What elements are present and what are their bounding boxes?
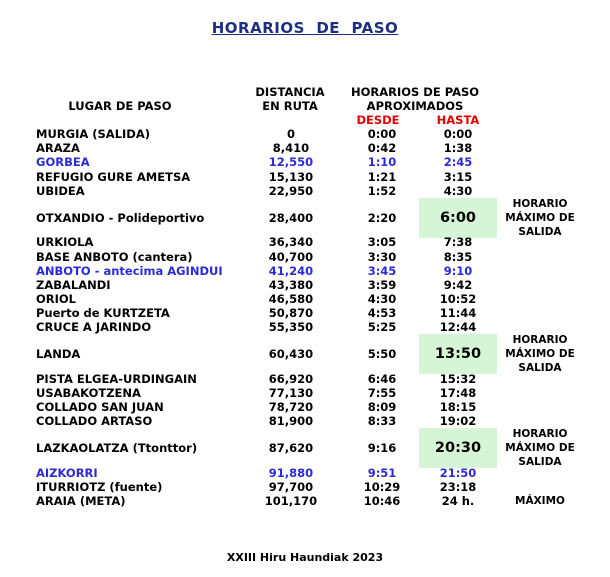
- distance-value: 0: [286, 127, 295, 141]
- from-time: 7:55: [367, 386, 397, 400]
- to-time: 4:30: [443, 184, 473, 198]
- from-time: 3:59: [367, 278, 397, 292]
- cutoff-note-lazkaolatza: [496, 427, 584, 469]
- to-time: 13:50: [434, 346, 482, 362]
- table-row: [0, 170, 610, 184]
- note-line: HORARIO: [512, 198, 568, 210]
- table-row: [0, 250, 610, 264]
- from-time: 0:00: [367, 127, 397, 141]
- from-time: 0:42: [367, 141, 397, 155]
- header-place: LUGAR DE PASO: [68, 99, 172, 113]
- distance-value: 81,900: [268, 414, 314, 428]
- distance-value: 97,700: [268, 480, 314, 494]
- to-time: 9:42: [443, 278, 473, 292]
- to-time: 8:35: [443, 250, 473, 264]
- place-name: OTXANDIO - Polideportivo: [36, 211, 205, 225]
- from-time: 3:45: [367, 264, 397, 278]
- to-time: 1:38: [443, 141, 473, 155]
- place-name: CRUCE A JARINDO: [36, 320, 152, 334]
- header-distance: [240, 85, 340, 113]
- distance-value: 36,340: [268, 235, 314, 249]
- from-time: 5:50: [367, 347, 397, 361]
- distance-value: 8,410: [272, 141, 310, 155]
- to-time: 18:15: [439, 400, 477, 414]
- place-name: BASE ANBOTO (cantera): [36, 250, 193, 264]
- table-row: [0, 278, 610, 292]
- to-time: 12:44: [439, 320, 477, 334]
- distance-value: 43,380: [268, 278, 314, 292]
- from-time: 2:20: [367, 211, 397, 225]
- place-name: COLLADO ARTASO: [36, 414, 153, 428]
- from-time: 9:16: [367, 441, 397, 455]
- place-name: LAZKAOLATZA (Ttonttor): [36, 441, 198, 455]
- table-row: [0, 480, 610, 494]
- distance-value: 28,400: [268, 211, 314, 225]
- to-time: 3:15: [443, 170, 473, 184]
- place-name: LANDA: [36, 347, 81, 361]
- to-time: 9:10: [443, 264, 473, 278]
- cutoff-note-otxandio: [496, 197, 584, 239]
- place-name: USABAKOTZENA: [36, 386, 141, 400]
- place-name: ORIOL: [36, 292, 77, 306]
- place-name: PISTA ELGEA-URDINGAIN: [36, 372, 197, 386]
- table-row: [0, 264, 610, 278]
- note-line: HORARIO: [512, 334, 568, 346]
- from-time: 1:10: [367, 155, 397, 169]
- to-time: 19:02: [439, 414, 477, 428]
- to-time: 6:00: [439, 210, 477, 226]
- to-time: 10:52: [439, 292, 477, 306]
- note-line: HORARIO: [512, 428, 568, 440]
- table-row: [0, 292, 610, 306]
- table-row: [0, 320, 610, 334]
- distance-value: 40,700: [268, 250, 314, 264]
- header-times-line1: HORARIOS DE PASO: [350, 85, 480, 99]
- note-line: SALIDA: [518, 456, 562, 468]
- distance-value: 46,580: [268, 292, 314, 306]
- from-time: 8:09: [367, 400, 397, 414]
- header-distance-line2: EN RUTA: [262, 99, 318, 113]
- from-time: 10:46: [363, 494, 401, 508]
- from-time: 9:51: [367, 466, 397, 480]
- distance-value: 50,870: [268, 306, 314, 320]
- from-time: 5:25: [367, 320, 397, 334]
- distance-value: 15,130: [268, 170, 314, 184]
- to-time: 2:45: [443, 155, 473, 169]
- from-time: 1:52: [367, 184, 397, 198]
- distance-value: 78,720: [268, 400, 314, 414]
- table-row: [0, 155, 610, 169]
- from-time: 3:30: [367, 250, 397, 264]
- distance-value: 91,880: [268, 466, 314, 480]
- note-line: SALIDA: [518, 226, 562, 238]
- place-name: ARAIA (META): [36, 494, 126, 508]
- table-row: [0, 306, 610, 320]
- distance-value: 77,130: [268, 386, 314, 400]
- to-time: 11:44: [439, 306, 477, 320]
- table-row: [0, 386, 610, 400]
- note-line: MÁXIMO DE: [505, 348, 575, 360]
- distance-value: 41,240: [268, 264, 314, 278]
- from-time: 1:21: [367, 170, 397, 184]
- table-row: [0, 400, 610, 414]
- to-time: 0:00: [443, 127, 473, 141]
- distance-value: 12,550: [268, 155, 314, 169]
- header-times-line2: APROXIMADOS: [366, 99, 464, 113]
- place-name: AIZKORRI: [36, 466, 98, 480]
- table-row: [0, 141, 610, 155]
- distance-value: 66,920: [268, 372, 314, 386]
- from-time: 3:05: [367, 235, 397, 249]
- place-name: ITURRIOTZ (fuente): [36, 480, 163, 494]
- header-times: [340, 85, 490, 113]
- to-time: 7:38: [443, 235, 473, 249]
- final-note: MÁXIMO: [515, 495, 565, 507]
- from-time: 6:46: [367, 372, 397, 386]
- to-time: 20:30: [434, 440, 482, 456]
- place-name: UBIDEA: [36, 184, 85, 198]
- place-name: URKIOLA: [36, 235, 94, 249]
- distance-value: 55,350: [268, 320, 314, 334]
- table-row: [0, 184, 610, 198]
- place-name: Puerto de KURTZETA: [36, 306, 170, 320]
- distance-value: 101,170: [264, 494, 318, 508]
- header-distance-line1: DISTANCIA: [255, 85, 325, 99]
- distance-value: 87,620: [268, 441, 314, 455]
- place-name: ANBOTO - antecima AGINDUI: [36, 264, 223, 278]
- header-to: HASTA: [436, 113, 480, 127]
- to-time: 24 h.: [441, 494, 475, 508]
- to-time: 21:50: [439, 466, 477, 480]
- distance-value: 22,950: [268, 184, 314, 198]
- note-line: MÁXIMO DE: [505, 212, 575, 224]
- place-name: COLLADO SAN JUAN: [36, 400, 164, 414]
- to-time: 17:48: [439, 386, 477, 400]
- note-line: SALIDA: [518, 362, 562, 374]
- place-name: REFUGIO GURE AMETSA: [36, 170, 191, 184]
- table-row: [0, 127, 610, 141]
- from-time: 4:30: [367, 292, 397, 306]
- place-name: GORBEA: [36, 155, 90, 169]
- to-time: 23:18: [439, 480, 477, 494]
- from-time: 10:29: [363, 480, 401, 494]
- footer-event-name: XXIII Hiru Haundiak 2023: [226, 551, 384, 564]
- to-time: 15:32: [439, 372, 477, 386]
- from-time: 8:33: [367, 414, 397, 428]
- place-name: MURGIA (SALIDA): [36, 127, 151, 141]
- distance-value: 60,430: [268, 347, 314, 361]
- cutoff-note-landa: [496, 333, 584, 375]
- note-line: MÁXIMO DE: [505, 442, 575, 454]
- place-name: ZABALANDI: [36, 278, 111, 292]
- header-from: DESDE: [356, 113, 400, 127]
- place-name: ARAZA: [36, 141, 80, 155]
- from-time: 4:53: [367, 306, 397, 320]
- page-title: HORARIOS DE PASO: [211, 19, 399, 37]
- table-row: [0, 414, 610, 428]
